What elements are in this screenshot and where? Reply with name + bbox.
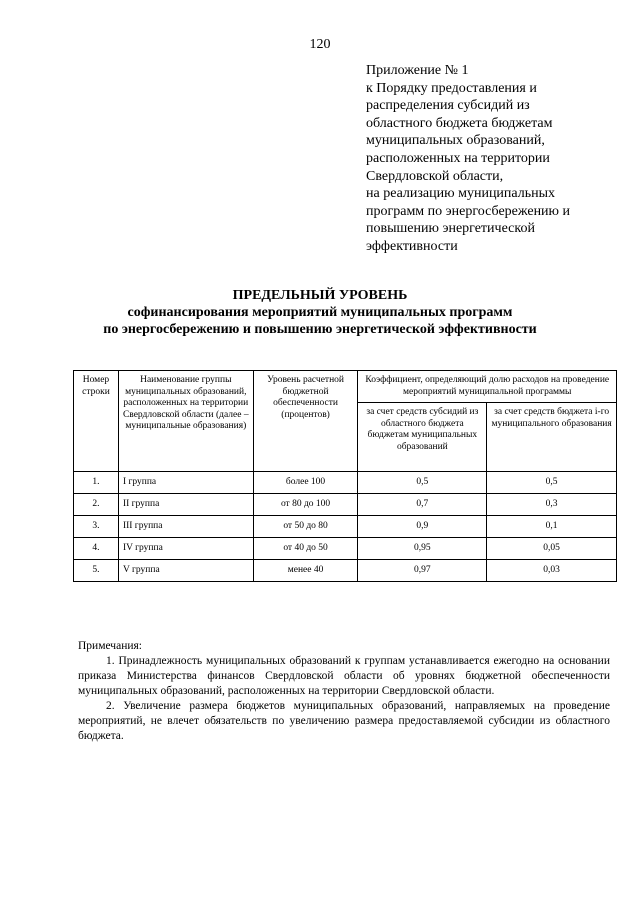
- appendix-line: на реализацию муниципальных: [366, 186, 556, 202]
- header-local-share: за счет средств бюджета i-го муниципального образования: [487, 403, 617, 472]
- table-row: [74, 516, 617, 538]
- header-regional-share: за счет средств субсидий из областного бюджета бюджетам муниципальных образований: [358, 403, 487, 472]
- appendix-header: [366, 62, 606, 256]
- header-group-name: Наименование группы муниципальных образований, расположенных на территории Свердловской области (далее – муниципальные образования): [118, 371, 253, 472]
- regional-share-cell: 0,9: [358, 516, 487, 538]
- notes-title: Примечания:: [78, 640, 142, 652]
- notes-section: [78, 639, 610, 744]
- table-row: [74, 494, 617, 516]
- appendix-line: Приложение № 1: [366, 63, 469, 78]
- appendix-line: программ по энергосбережению и: [366, 203, 571, 219]
- cofinancing-table: [73, 370, 617, 582]
- appendix-line: к Порядку предоставления и: [366, 80, 537, 96]
- local-share-cell: 0,1: [487, 516, 617, 538]
- document-title: [0, 287, 640, 338]
- title-line-2: софинансирования мероприятий муниципальных программ: [127, 305, 513, 320]
- group-cell: IV группа: [118, 538, 253, 560]
- page-number: 120: [309, 37, 331, 52]
- note-item: 1. Принадлежность муниципальных образований к группам устанавливается ежегодно на основании приказа Министерства финансов Свердловской области об уровнях бюджетной обеспеченности муниципальных образований, расположенных на территории Свердловской области.: [78, 655, 610, 697]
- header-level: Уровень расчетной бюджетной обеспеченности (процентов): [253, 371, 358, 472]
- level-cell: от 40 до 50: [253, 538, 358, 560]
- local-share-cell: 0,03: [487, 560, 617, 582]
- appendix-line: эффективности: [366, 238, 458, 254]
- level-cell: более 100: [253, 472, 358, 494]
- local-share-cell: 0,5: [487, 472, 617, 494]
- group-cell: III группа: [118, 516, 253, 538]
- appendix-line: повышению энергетической: [366, 221, 535, 237]
- appendix-line: муниципальных образований,: [366, 133, 545, 149]
- regional-share-cell: 0,5: [358, 472, 487, 494]
- row-number-cell: 1.: [74, 472, 119, 494]
- local-share-cell: 0,3: [487, 494, 617, 516]
- appendix-line: расположенных на территории: [366, 150, 550, 166]
- group-cell: II группа: [118, 494, 253, 516]
- table-row: [74, 538, 617, 560]
- appendix-line: Свердловской области,: [366, 168, 504, 184]
- group-cell: V группа: [118, 560, 253, 582]
- local-share-cell: 0,05: [487, 538, 617, 560]
- regional-share-cell: 0,7: [358, 494, 487, 516]
- group-cell: I группа: [118, 472, 253, 494]
- level-cell: от 80 до 100: [253, 494, 358, 516]
- row-number-cell: 4.: [74, 538, 119, 560]
- row-number-cell: 5.: [74, 560, 119, 582]
- header-coefficient: Коэффициент, определяющий долю расходов на проведение мероприятий муниципальной программы: [358, 371, 617, 403]
- appendix-line: распределения субсидий из: [366, 98, 530, 114]
- note-item: 2. Увеличение размера бюджетов муниципальных образований, направляемых на проведение мероприятий, не влечет обязательств по увеличению размера предоставляемой субсидии из областного бюджета.: [78, 700, 610, 742]
- row-number-cell: 3.: [74, 516, 119, 538]
- title-line-3: по энергосбережению и повышению энергетической эффективности: [103, 322, 537, 337]
- row-number-cell: 2.: [74, 494, 119, 516]
- table-row: [74, 472, 617, 494]
- level-cell: менее 40: [253, 560, 358, 582]
- table-row: [74, 560, 617, 582]
- regional-share-cell: 0,95: [358, 538, 487, 560]
- appendix-line: областного бюджета бюджетам: [366, 115, 553, 131]
- regional-share-cell: 0,97: [358, 560, 487, 582]
- header-row-number: Номер строки: [74, 371, 119, 472]
- level-cell: от 50 до 80: [253, 516, 358, 538]
- title-line-1: ПРЕДЕЛЬНЫЙ УРОВЕНЬ: [232, 288, 408, 303]
